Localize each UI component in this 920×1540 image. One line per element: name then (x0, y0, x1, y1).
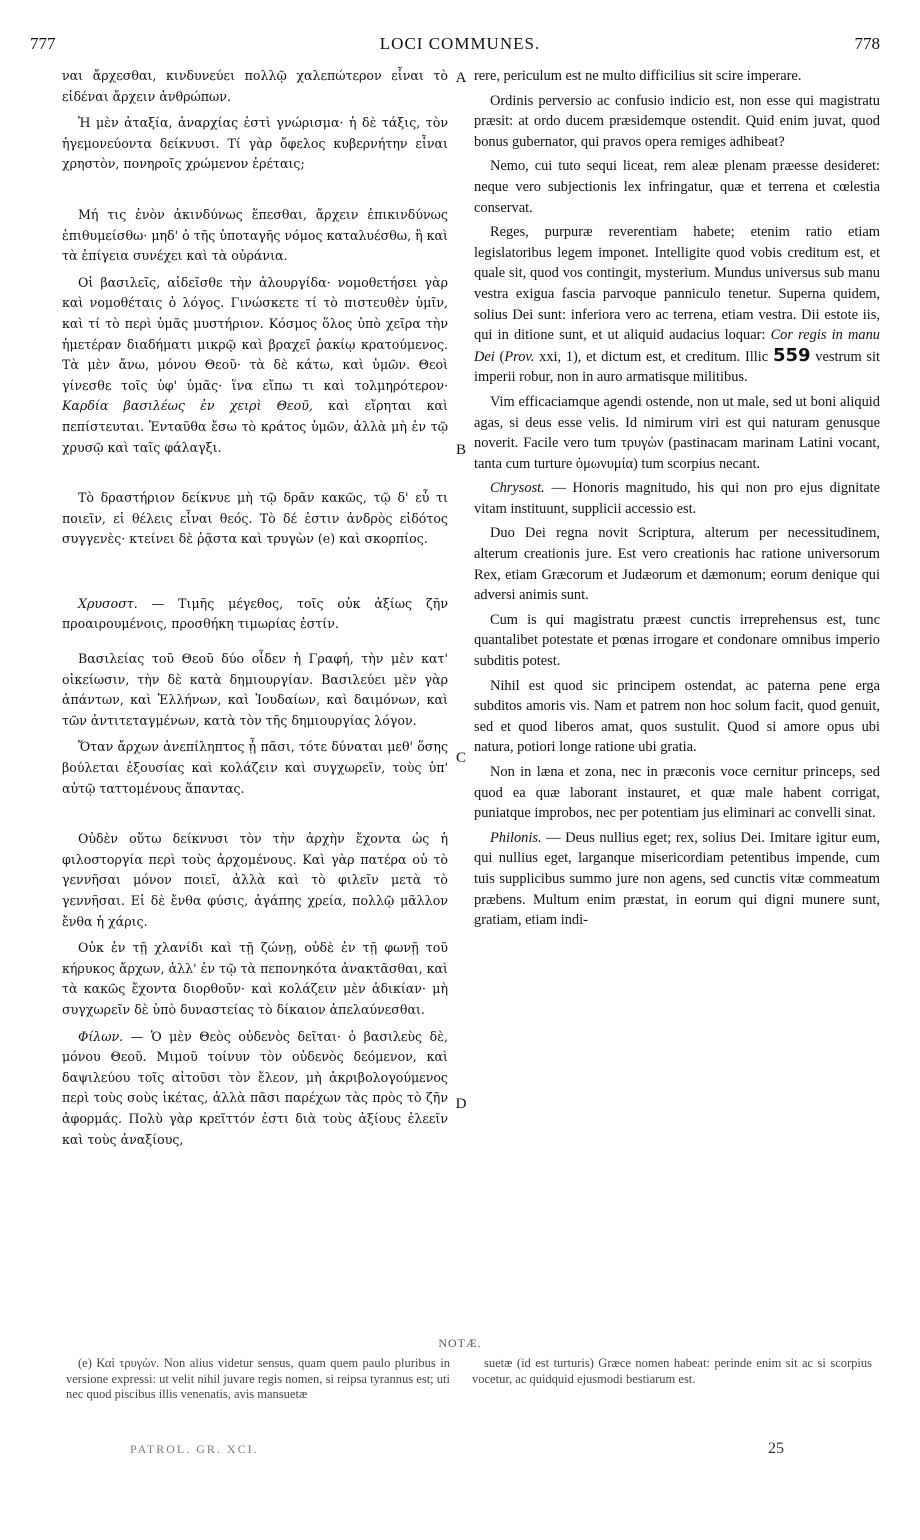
source-attribution: Philonis. (490, 829, 542, 846)
right-page-number: 778 (854, 34, 880, 53)
margin-letter-a: A (455, 70, 467, 86)
footnote-left (66, 1356, 450, 1403)
latin-paragraph: rere, periculum est ne multo difficilius sit scire imperare. (474, 68, 802, 84)
greek-paragraph: Οὐδὲν οὕτω δείκνυσι τὸν τὴν ἀρχὴν ἔχοντα ὡς ἡ φιλοστοργία περὶ τοὺς ἀρχομένους. Καὶ γὰρ πατέρα οὐ τὸ γεννῆσαι μόνον ποιεῖ, ἀλλὰ καὶ τὸ φιλεῖν μετὰ τὸ γεννῆσαι. Εἰ δὲ ἔνθα φύσις, ἀγάπης χρεία, πολλῷ μᾶλλον ἔνθα ἡ χάρις. (62, 831, 448, 929)
latin-paragraph: Cum is qui magistratu præest cunctis irreprehensus est, tunc quantalibet potestate et pœnas irrogare et condonare omnibus imperio subditis potest. (474, 611, 880, 670)
greek-paragraph: ναι ἄρχεσθαι, κινδυνεύει πολλῷ χαλεπώτερον εἶναι τὸ εἰδέναι ἄρχειν ἀνθρώπων. (62, 68, 448, 104)
greek-text: καὶ εἴρηται καὶ πεπίστευται. Ἐνταῦθα ἔσω τὸ κράτος ὑμῶν, ἀλλὰ μὴ ἐν τῷ χρυσῷ καὶ ταῖς φάλαγξι. (62, 398, 448, 455)
latin-paragraph: Non in læna et zona, nec in præconis voce cernitur princeps, sed quod ea quæ laborant instauret, et quæ male habent corrigat, puniatque improbos, nec per potentiam jus eliminari ac convelli sinat. (474, 764, 880, 822)
margin-letter-d: D (455, 1096, 467, 1112)
latin-text: ( (499, 348, 505, 365)
greek-text: — Ὁ μὲν Θεὸς οὐδενὸς δεῖται· ὁ βασιλεὺς δὲ, μόνου Θεοῦ. Μιμοῦ τοίνυν τὸν οὐδενὸς δεόμενον, καὶ δαψιλεύου τοῖς αἰτοῦσι τὸν ἔλεον, μὴ ἀκριβολογούμενος περὶ τοὺς σοὺς ἱκέτας, ἀλλὰ πᾶσι παρέχων τὰς πρὸς τὸ ζῆν ἀφορμάς. Πολὺ γὰρ κρεῖττόν ἐστι διὰ τοὺς ἀξίους ἐλεεῖν καὶ τοὺς ἀναξίους, (62, 1028, 448, 1147)
footnote-text: (e) Καὶ τρυγὼν. Non alius videtur sensus, quam quem paulo pluribus in versione expressi: ut velit nihil juvare regis nomen, si reipsa tyrannus est; uti nec quod piscibus illis venenatis, avis mansuetæ (66, 1356, 450, 1401)
greek-text: Οἱ βασιλεῖς, αἰδεῖσθε τὴν ἁλουργίδα· νομοθετήσει γὰρ καὶ νομοθέταις ὁ λόγος. Γινώσκετε τί τὸ πιστευθὲν ὑμῖν, καὶ τί τὸ περὶ ὑμᾶς μυστήριον. Κόσμος ὅλος ὑπὸ χεῖρα τὴν ἡμετέραν διαδήματι μικρῷ καὶ βραχεῖ ῥακίῳ κρατούμενος. Τὰ μὲν ἄνω, μόνου Θεοῦ· τὰ δὲ κάτω, καὶ ὑμῶν. Θεοὶ γίνεσθε τοῖς ὑφ' ὑμᾶς· ἵνα εἴπω τι καὶ τολμηρότερον· (62, 274, 448, 393)
latin-column (474, 66, 880, 931)
greek-paragraph: Μή τις ἑνὸν ἀκινδύνως ἕπεσθαι, ἄρχειν ἐπικινδύνως ἐπιθυμείσθω· μηδ' ὁ τῆς ὑποταγῆς νόμος καταλυέσθω, ἢ καὶ τὰ ἐπίγεια συνέχει καὶ τὰ οὐράνια. (62, 206, 448, 264)
footnote-right (472, 1356, 872, 1387)
left-page-number: 777 (30, 34, 56, 53)
source-attribution: Φίλων. (78, 1028, 124, 1044)
scripture-quote: Καρδία βασιλέως ἐν χειρὶ Θεοῦ, (62, 398, 313, 414)
footnote-text: suetæ (id est turturis) Græce nomen habeat: perinde enim sit ac si scorpius vocetur, ac quidquid ejusmodi bestiarum est. (472, 1356, 872, 1386)
latin-paragraph: Nihil est quod sic principem ostendat, ac paterna pene erga subditos amoris vis. Nam et patrem non hoc solum facit, quod genuit, sed et quod liberos amat, quos sustulit. Quod si amore opus ubi natura, potiori longe ratione ubi gratia. (474, 677, 880, 756)
greek-paragraph: Ἡ μὲν ἀταξία, ἀναρχίας ἐστὶ γνώρισμα· ἡ δὲ τάξις, τὸν ἡγεμονεύοντα δείκνυσι. Τί γὰρ ὄφελος κυβερνήτην εἶναι χρηστὸν, πονηροῖς χρώμενον ἐρέταις; (62, 115, 448, 172)
greek-paragraph: Ὅταν ἄρχων ἀνεπίληπτος ᾖ πᾶσι, τότε δύναται μεθ' ὅσης βούλεται ἐξουσίας καὶ κολάζειν καὶ συγχωρεῖν, τοὺς ὑπ' αὐτῷ ταττομένους ἅπαντας. (62, 739, 448, 796)
greek-column (62, 66, 448, 1150)
greek-paragraph (62, 594, 448, 635)
greek-paragraph: Τὸ δραστήριον δείκνυε μὴ τῷ δρᾶν κακῶς, τῷ δ' εὖ τι ποιεῖν, εἰ θέλεις εἶναι θεός. Τὸ δέ ἐστιν ἀνδρὸς εἰδότος συγγενὲς· κτείνει δὲ ῥᾷστα καὶ τρυγὼν (e) καὶ σκορπίος. (62, 490, 448, 547)
latin-paragraph: Vim efficaciamque agendi ostende, non ut male, sed ut boni aliquid agas, si deus esse velis. Id nimirum viri est qui naturam genusque noverit. Facile vero tum τρυγὼν (pastinacam marinam Latini vocant, tanta cum turture ὁμωνυμία) tum scorpius necant. (474, 393, 880, 472)
latin-text: vestrum sit imperii robur, non in auro armatisque militibus. (474, 348, 880, 386)
running-head (0, 34, 920, 60)
greek-paragraph (62, 1027, 448, 1151)
latin-paragraph (474, 828, 880, 931)
latin-paragraph: Ordinis perversio ac confusio indicio est, non esse qui magistratu præsit: at ordo ducem præsidemque ostendit. Quid enim juvat, quod bonus gubernator, qui pravos opera remiges adhibeat? (474, 92, 880, 150)
greek-paragraph: Οὐκ ἐν τῇ χλανίδι καὶ τῇ ζώνῃ, οὐδὲ ἐν τῇ φωνῇ τοῦ κήρυκος ἄρχων, ἀλλ' ἐν τῷ τὰ πεπονηκότα ἀνακτᾶσθαι, καὶ τὰ κακῶς ἔχοντα διορθοῦν· καὶ κολάζειν μὲν ἀδικίαν· μὴ συγχωρεῖν δὲ ὑπὸ δυναστείας τὸ δίκαιον ἀπελαύνεσθαι. (62, 940, 448, 1017)
scripture-reference: Prov. (504, 348, 535, 365)
latin-text: Reges, purpuræ reverentiam habete; etenim ratio etiam legislatoribus legem imponet. Intelligite quod vobis creditum est, et quale sit, quod vos contingit, mysterium. Mundus universus sub manu vestra exigua fascia parvoque panniculo tenetur. Superna quidem, solius Dei sunt: inferiora vero ac terrena, etiam vestra. Dii estote iis, qui in ditione sunt, et ut aliquid audacius loquar: (474, 224, 880, 344)
column-number-marker: 559 (772, 344, 811, 366)
greek-text: — Τιμῆς μέγεθος, τοῖς οὐκ ἀξίως ζῆν προαιρουμένοις, προσθήκη τιμωρίας ἐστίν. (62, 595, 449, 632)
running-title: LOCI COMMUNES. (379, 34, 541, 53)
margin-letter-c: C (455, 750, 466, 766)
latin-paragraph: Nemo, cui tuto sequi liceat, rem aleæ plenam præesse desideret: neque vero subjectionis lex infringatur, quæ et terrena et cœlestia conservat. (474, 158, 880, 216)
sheet-signature: 25 (768, 1440, 784, 1457)
series-signature: PATROL. GR. XCI. (130, 1442, 259, 1456)
greek-paragraph (62, 273, 448, 458)
scripture-quote: Cor regis in manu Dei (474, 327, 880, 365)
latin-paragraph: Duo Dei regna novit Scriptura, alterum per necessitudinem, alterum creationis jure. Est vero creationis hac ratione universorum Rex, etiam Græcorum et Judæorum et dæmonum; eorum denique qui adversi animis sunt. (474, 525, 880, 604)
latin-paragraph (474, 478, 880, 519)
greek-paragraph: Βασιλείας τοῦ Θεοῦ δύο οἶδεν ἡ Γραφή, τὴν μὲν κατ' οἰκείωσιν, τὴν δὲ κατὰ δημιουργίαν. Βασιλεύει μὲν γὰρ ἁπάντων, καὶ Ἑλλήνων, καὶ Ἰουδαίων, καὶ δαιμόνων, καὶ τῶν ἀντιτεταγμένων, κατὰ τὸν τῆς δημιουργίας λόγον. (62, 651, 448, 728)
margin-letter-b: B (455, 442, 466, 458)
source-attribution: Χρυσοστ. (78, 595, 138, 611)
latin-text: — Honoris magnitudo, his qui non pro ejus dignitate vitam instituunt, supplicii accessio est. (474, 480, 880, 517)
latin-text: xxi, 1), et dictum est, et creditum. Illic (539, 348, 769, 365)
latin-paragraph (474, 222, 880, 388)
notes-heading: NOTÆ. (438, 1336, 482, 1350)
latin-text: — Deus nullius eget; rex, solius Dei. Imitare igitur eum, qui nullius eget, larganque misericordiam petentibus impende, cum tuis supplicibus summo jure non agens, sed cunctis vitæ commeatum præbens. Multum enim præstat, in eorum qui digni munere sunt, gratiam, etiam indi- (474, 829, 880, 929)
source-attribution: Chrysost. (490, 480, 545, 497)
